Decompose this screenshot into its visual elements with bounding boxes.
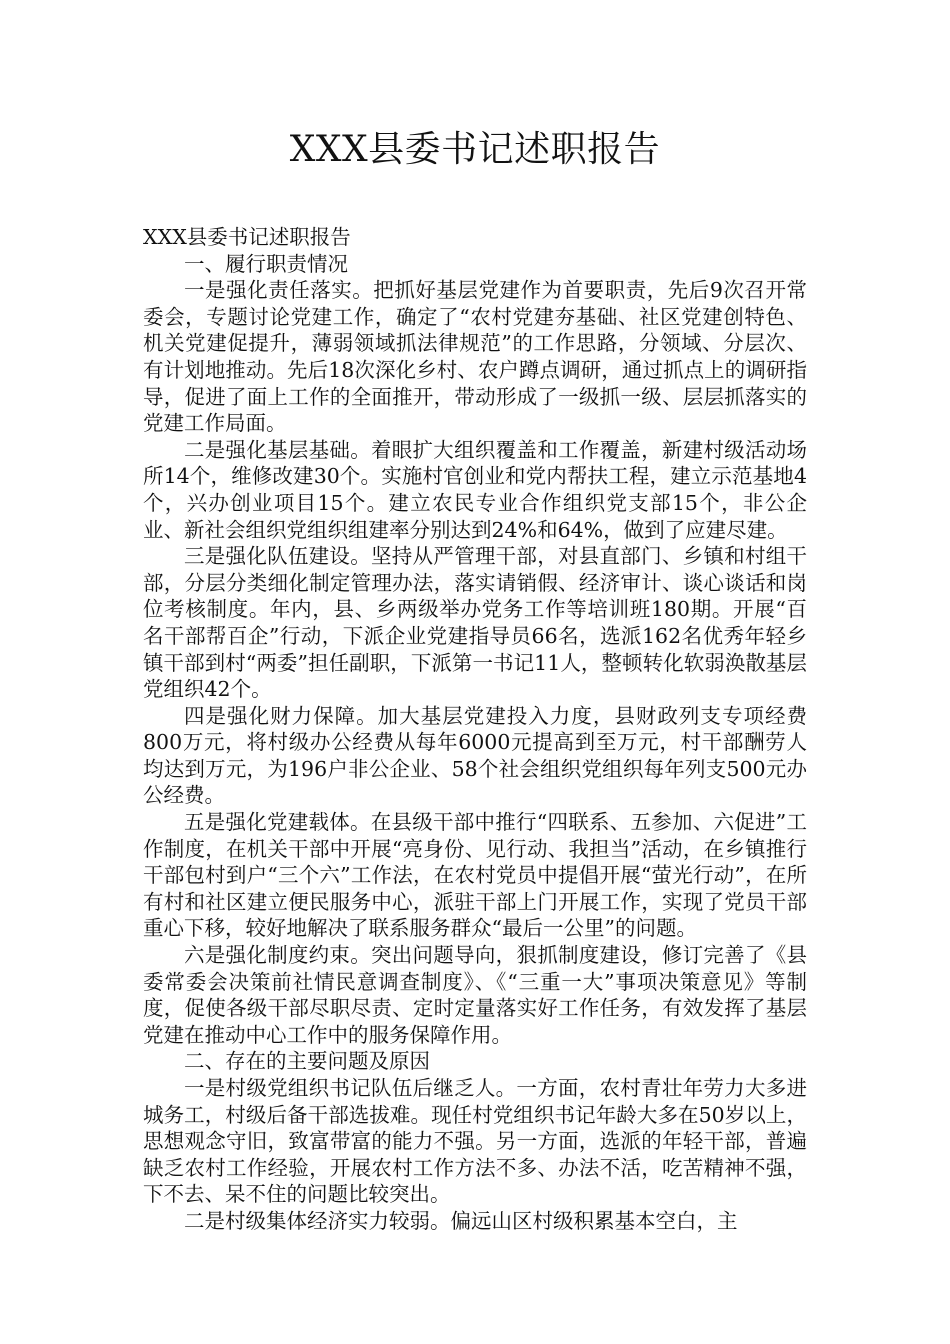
document-body <box>143 224 807 1235</box>
section-heading-1: 一、履行职责情况 <box>184 251 348 276</box>
section-heading-2: 二、存在的主要问题及原因 <box>184 1049 430 1074</box>
document-title: XXX县委书记述职报告 <box>289 129 661 170</box>
paragraph-grassroots: 二是强化基层基础。着眼扩大组织覆盖和工作覆盖，新建村级活动场所14个，维修改建30个。实施村官创业和党内帮扶工程，建立示范基地4个，兴办创业项目15个。建立农民专业合作组织党支部15个，非公企业、新社会组织党组织组建率分别达到24%和64%，做到了应建尽建。 <box>143 437 807 542</box>
paragraph-team-building: 三是强化队伍建设。坚持从严管理干部，对县直部门、乡镇和村组干部，分层分类细化制定管理办法，落实请销假、经济审计、谈心谈话和岗位考核制度。年内，县、乡两级举办党务工作等培训班180期。开展“百名干部帮百企”行动，下派企业党建指导员66名，选派162名优秀年轻乡镇干部到村“两委”担任副职，下派第一书记11人，整顿转化软弱涣散基层党组织42个。 <box>143 544 807 702</box>
paragraph-responsibility: 一是强化责任落实。把抓好基层党建作为首要职责，先后9次召开常委会，专题讨论党建工作，确定了“农村党建夯基础、社区党建创特色、机关党建促提升，薄弱领域抓法律规范”的工作思路，分领域、分层次、有计划地推动。先后18次深化乡村、农户蹲点调研，通过抓点上的调研指导，促进了面上工作的全面推开，带动形成了一级抓一级、层层抓落实的党建工作局面。 <box>143 278 807 436</box>
paragraph-carrier: 五是强化党建载体。在县级干部中推行“四联系、五参加、六促进”工作制度，在机关干部中开展“亮身份、见行动、我担当”活动，在乡镇推行干部包村到户“三个六”工作法，在农村党员中提倡开展“萤光行动”，在所有村和社区建立便民服务中心，派驻干部上门开展工作，实现了党员干部重心下移，较好地解决了联系服务群众“最后一公里”的问题。 <box>143 810 807 941</box>
document-subtitle: XXX县委书记述职报告 <box>143 225 351 249</box>
paragraph-financial: 四是强化财力保障。加大基层党建投入力度，县财政列支专项经费800万元，将村级办公经费从每年6000元提高到至万元，村干部酬劳人均达到万元，为196户非公企业、58个社会组织党组织每年列支500元办公经费。 <box>143 703 807 808</box>
paragraph-succession: 一是村级党组织书记队伍后继乏人。一方面，农村青壮年劳力大多进城务工，村级后备干部选拔难。现任村党组织书记年龄大多在50岁以上，思想观念守旧，致富带富的能力不强。另一方面，选派的年轻干部，普遍缺乏农村工作经验，开展农村工作方法不多、办法不活，吃苦精神不强，下不去、呆不住的问题比较突出。 <box>143 1076 807 1207</box>
paragraph-economy: 二是村级集体经济实力较弱。偏远山区村级积累基本空白，主 <box>184 1208 738 1233</box>
paragraph-system: 六是强化制度约束。突出问题导向，狠抓制度建设，修订完善了《县委常委会决策前社情民意调查制度》、《“三重一大”事项决策意见》等制度，促使各级干部尽职尽责、定时定量落实好工作任务，有效发挥了基层党建在推动中心工作中的服务保障作用。 <box>143 943 807 1047</box>
